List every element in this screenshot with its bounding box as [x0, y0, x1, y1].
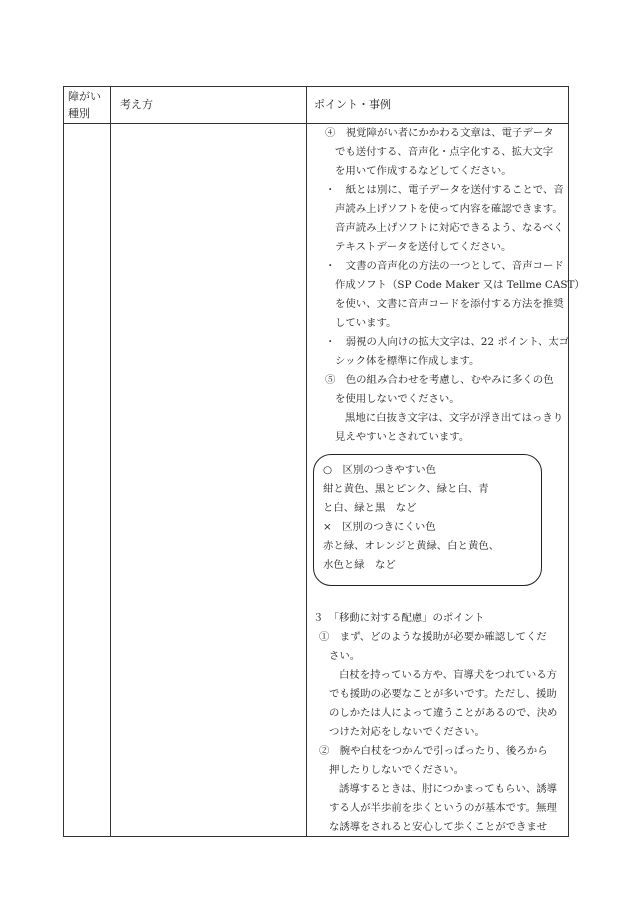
column-divider-1 — [110, 87, 111, 836]
text-line: のしかたは人によって違うことがあるので、決め — [329, 707, 558, 719]
text-line: つけた対応をしないでください。 — [329, 726, 485, 738]
text-line: 白杖を持っている方や、盲導犬をつれている方 — [339, 669, 557, 681]
header-divider — [64, 123, 568, 124]
header-points-examples: ポイント・事例 — [314, 98, 391, 111]
text-line: を使用しないでください。 — [335, 393, 460, 405]
text-line: な誘導をされると安心して歩くことができませ — [329, 821, 548, 833]
text-line: ② 腕や白杖をつかんで引っぱったり、後ろから — [319, 745, 548, 757]
text-line: ① まず、どのような援助が必要か確認してくだ — [319, 631, 547, 643]
text-line: 音声読み上げソフトに対応できるよう、なるべく — [335, 222, 564, 234]
text-line: さい。 — [329, 650, 361, 662]
text-line: シック体を標準に作成します。 — [335, 355, 480, 367]
box-line: 紺と黄色、黒とピンク、緑と白、青 — [323, 483, 489, 495]
text-line: テキストデータを送付してください。 — [335, 241, 512, 253]
text-line: しています。 — [335, 317, 397, 329]
text-line: 黒地に白抜き文字は、文字が浮き出てはっきり — [345, 412, 564, 424]
header-disability-type: 障がい種別 — [68, 90, 101, 120]
box-line: 赤と緑、オレンジと黄緑、白と黄色、 — [323, 540, 500, 552]
text-line: 見えやすいとされています。 — [335, 431, 470, 443]
box-line: ○ 区別のつきやすい色 — [323, 464, 436, 476]
text-line: 作成ソフト（SP Code Maker 又は Tellme CAST） — [335, 279, 585, 291]
text-line: を用いて作成するなどしてください。 — [335, 165, 512, 177]
text-line: ・ 文書の音声化の方法の一つとして、音声コード — [325, 260, 564, 272]
text-line: でも援助の必要なことが多いです。ただし、援助 — [329, 688, 557, 700]
text-line: 押したりしないでください。 — [329, 764, 465, 776]
text-line: 誘導するときは、肘につかまってもらい、誘導 — [339, 783, 557, 795]
text-line: を使い、文書に音声コードを添付する方法を推奨 — [335, 298, 564, 310]
text-line: ④ 視覚障がい者にかかわる文章は、電子データ — [325, 127, 554, 139]
column-divider-2 — [306, 87, 307, 836]
text-line: ・ 弱視の人向けの拡大文字は、22 ポイント、太ゴ — [325, 336, 570, 348]
text-line: ⑤ 色の組み合わせを考慮し、むやみに多くの色 — [325, 374, 554, 386]
guideline-table — [63, 86, 585, 837]
section-heading: ３ 「移動に対する配慮」のポイント — [313, 612, 485, 624]
text-line: 声読み上げソフトを使って内容を確認できます。 — [335, 203, 563, 215]
box-line: 水色と緑 など — [323, 559, 396, 571]
color-combination-box — [313, 454, 542, 586]
text-line: でも送付する、音声化・点字化する、拡大文字 — [335, 146, 554, 158]
box-line: と白、緑と黒 など — [323, 502, 417, 514]
box-line: × 区別のつきにくい色 — [323, 521, 436, 533]
header-approach: 考え方 — [120, 98, 153, 111]
text-line: ・ 紙とは別に、電子データを送付することで、音 — [325, 184, 564, 196]
text-line: する人が半歩前を歩くというのが基本です。無理 — [329, 802, 557, 814]
